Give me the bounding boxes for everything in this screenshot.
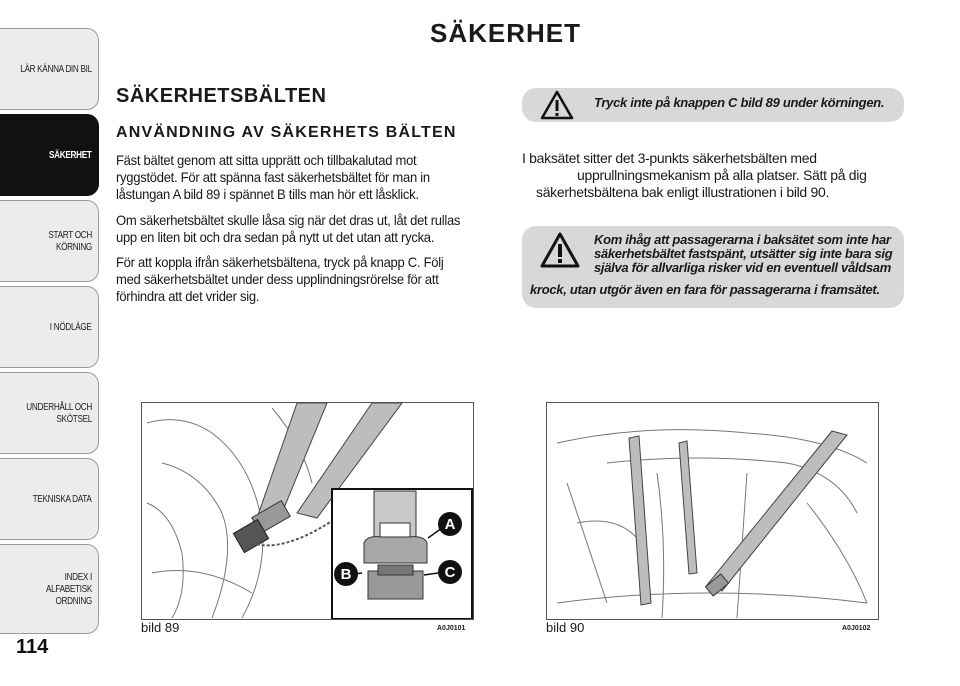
tab-index-i-alfabetisk-ordning[interactable]: INDEX I ALFABETISK ORDNING — [0, 544, 99, 634]
warning-text-passengers: Kom ihåg att passagerarna i baksätet som inte har säkerhetsbältet fastspänt, utsätter sig inte bara sig själva för allvarliga risker vid en eventuell våldsam — [594, 232, 893, 275]
warning-triangle-icon — [540, 90, 574, 120]
figure-90-rear-seatbelts — [546, 402, 879, 620]
tab-lar-kanna-din-bil[interactable]: LÄR KÄNNA DIN BIL — [0, 28, 99, 110]
label-c-marker — [437, 559, 463, 585]
paragraph-fasten: Fäst bältet genom att sitta upprätt och tillbakalutad mot ryggstödet. För att spänna fast säkerhetsbältet för man in låstungan A bild 89 i spännet B tills man hör ett låsklick. — [116, 152, 430, 202]
label-a-marker — [437, 511, 463, 537]
rear-seat-illustration — [547, 403, 879, 620]
tab-underhall-och-skotsel[interactable]: UNDERHÅLL OCH SKÖTSEL — [0, 372, 99, 454]
page-number: 114 — [16, 636, 49, 658]
figure-89-code: A0J0101 — [437, 625, 466, 632]
warning-triangle-icon — [540, 232, 580, 268]
tab-start-och-korning[interactable]: START OCH KÖRNING — [0, 200, 99, 282]
section-heading: SÄKERHETSBÄLTEN — [116, 85, 327, 107]
seatbelt-buckle-illustration — [142, 403, 474, 620]
label-b-marker — [333, 561, 359, 587]
paragraph-locking: Om säkerhetsbältet skulle låsa sig när det dras ut, låt det rullas upp en liten bit och dra sedan på nytt ut det utan att rycka. — [116, 212, 461, 245]
figure-89-seatbelt-buckle — [141, 402, 474, 620]
tab-i-nodlage[interactable]: I NÖDLÄGE — [0, 286, 99, 368]
figure-90-code: A0J0102 — [842, 625, 871, 632]
paragraph-release: För att koppla ifrån säkerhetsbältena, tryck på knapp C. Följ med säkerhetsbältet under dess upplindningsrörelse för att förhindra att det vrider sig. — [116, 254, 444, 304]
figure-89-caption: bild 89 — [141, 620, 180, 635]
rear-seatbelt-text: I baksätet sitter det 3-punkts säkerhetsbälten med upprullningsmekanism på alla platser. Sätt på dig säkerhetsbältena bak enligt illustrationen i bild 90. — [522, 150, 867, 200]
page-title: SÄKERHET — [430, 18, 582, 48]
warning-text-passengers-last: krock, utan utgör även en fara för passagerarna i framsätet. — [530, 282, 880, 297]
section-subheading: ANVÄNDNING AV SÄKERHETS BÄLTEN — [116, 124, 457, 141]
svg-text:A: A — [444, 516, 456, 533]
tab-sakerhet[interactable]: SÄKERHET — [0, 114, 99, 196]
svg-text:B: B — [340, 566, 352, 583]
tab-tekniska-data[interactable]: TEKNISKA DATA — [0, 458, 99, 540]
svg-text:C: C — [444, 564, 456, 581]
warning-text-button: Tryck inte på knappen C bild 89 under körningen. — [594, 95, 885, 110]
figure-90-caption: bild 90 — [546, 620, 585, 635]
